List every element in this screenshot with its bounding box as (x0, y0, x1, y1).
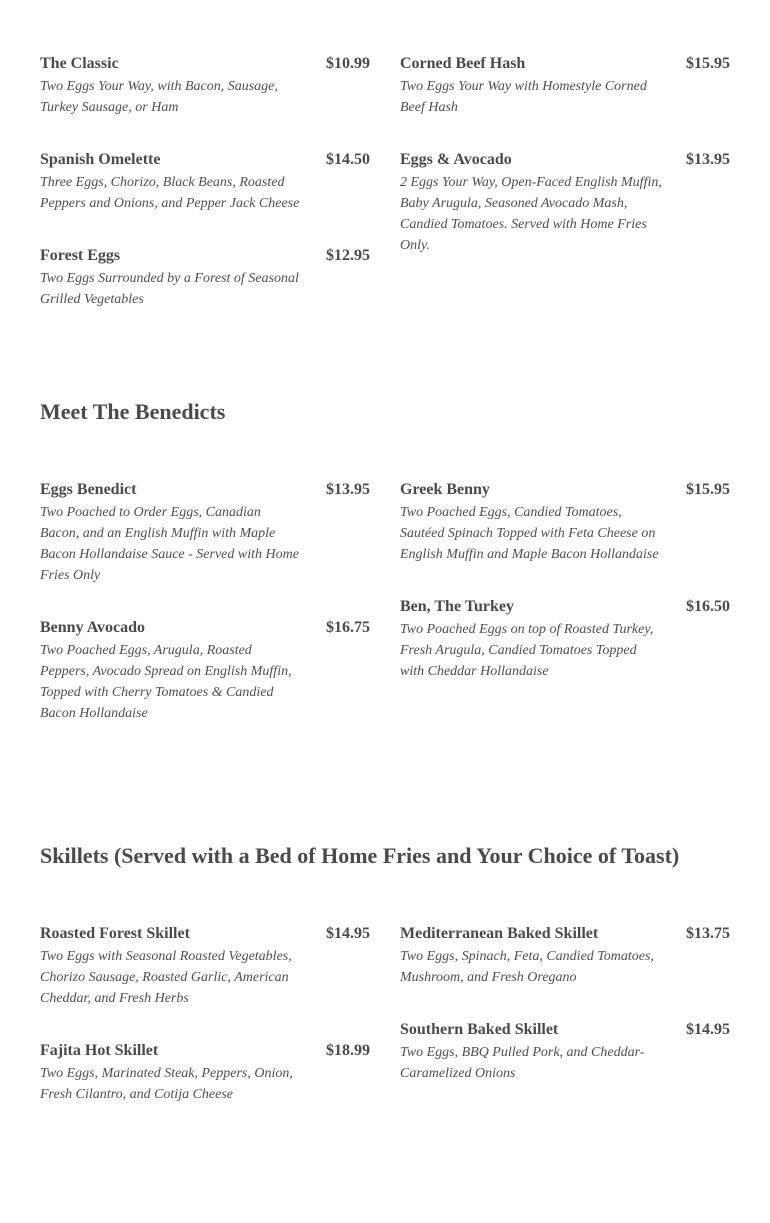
item-price: $18.99 (326, 1042, 370, 1059)
menu-column-left (40, 922, 370, 1135)
menu-item (40, 616, 370, 724)
item-name: Forest Eggs (40, 247, 121, 264)
item-name: The Classic (40, 55, 119, 72)
item-price: $10.99 (326, 55, 370, 72)
menu-column-right (400, 52, 730, 286)
item-description: Two Eggs with Seasonal Roasted Vegetables, Chorizo Sausage, Roasted Garlic, American Cheddar, and Fresh Herbs (40, 949, 292, 1006)
section-title-skillets: Skillets (Served with a Bed of Home Fries and Your Choice of Toast) (40, 843, 680, 868)
item-price: $14.95 (326, 925, 370, 942)
item-name: Roasted Forest Skillet (40, 925, 190, 942)
menu-item (400, 52, 730, 118)
menu-item (40, 52, 370, 118)
item-name: Corned Beef Hash (400, 55, 526, 72)
menu-item (400, 922, 730, 988)
item-description: Two Eggs Surrounded by a Forest of Seasonal Grilled Vegetables (40, 271, 299, 307)
menu-item (400, 595, 730, 682)
item-name: Eggs Benedict (40, 481, 137, 498)
item-price: $15.95 (686, 481, 730, 498)
item-price: $13.75 (686, 925, 730, 942)
item-price: $16.50 (686, 598, 730, 615)
menu-column-right (400, 478, 730, 712)
item-name: Fajita Hot Skillet (40, 1042, 159, 1059)
item-description: Two Eggs, BBQ Pulled Pork, and Cheddar-Caramelized Onions (400, 1045, 645, 1081)
item-price: $14.95 (686, 1021, 730, 1038)
item-description: Two Eggs, Spinach, Feta, Candied Tomatoes, Mushroom, and Fresh Oregano (400, 949, 654, 985)
item-name: Mediterranean Baked Skillet (400, 925, 599, 942)
menu-item (40, 478, 370, 586)
item-price: $13.95 (326, 481, 370, 498)
menu-item (400, 478, 730, 565)
item-price: $13.95 (686, 151, 730, 168)
item-name: Spanish Omelette (40, 151, 161, 168)
item-description: Three Eggs, Chorizo, Black Beans, Roasted Peppers and Onions, and Pepper Jack Cheese (40, 175, 300, 211)
item-description: Two Eggs Your Way with Homestyle Corned Beef Hash (400, 79, 647, 115)
menu-column-right (400, 922, 730, 1114)
menu-column-left (40, 478, 370, 754)
item-name: Eggs & Avocado (400, 151, 512, 168)
item-name: Ben, The Turkey (400, 598, 514, 615)
menu-item (40, 244, 370, 310)
menu-item (40, 148, 370, 214)
item-description: Two Eggs, Marinated Steak, Peppers, Onion, Fresh Cilantro, and Cotija Cheese (40, 1066, 293, 1102)
menu-item (400, 1018, 730, 1084)
item-description: 2 Eggs Your Way, Open-Faced English Muffin, Baby Arugula, Seasoned Avocado Mash, Candied Tomatoes. Served with Home Fries Only. (400, 175, 662, 253)
item-description: Two Eggs Your Way, with Bacon, Sausage, Turkey Sausage, or Ham (40, 79, 278, 115)
item-description: Two Poached Eggs, Arugula, Roasted Peppers, Avocado Spread on English Muffin, Topped with Cherry Tomatoes & Candied Bacon Hollandaise (40, 643, 292, 721)
item-price: $16.75 (326, 619, 370, 636)
item-price: $12.95 (326, 247, 370, 264)
item-description: Two Poached Eggs, Candied Tomatoes, Sautéed Spinach Topped with Feta Cheese on English Muffin and Maple Bacon Hollandaise (400, 505, 659, 562)
item-description: Two Poached Eggs on top of Roasted Turkey, Fresh Arugula, Candied Tomatoes Topped with Cheddar Hollandaise (400, 622, 654, 679)
menu-column-left (40, 52, 370, 340)
item-price: $15.95 (686, 55, 730, 72)
menu-item (400, 148, 730, 256)
menu-item (40, 1039, 370, 1105)
item-description: Two Poached to Order Eggs, Canadian Bacon, and an English Muffin with Maple Bacon Hollandaise Sauce - Served with Home Fries Only (40, 505, 299, 583)
item-name: Southern Baked Skillet (400, 1021, 559, 1038)
menu-item (40, 922, 370, 1009)
item-name: Benny Avocado (40, 619, 146, 636)
item-name: Greek Benny (400, 481, 490, 498)
item-price: $14.50 (326, 151, 370, 168)
section-title-benedicts: Meet The Benedicts (40, 399, 226, 424)
